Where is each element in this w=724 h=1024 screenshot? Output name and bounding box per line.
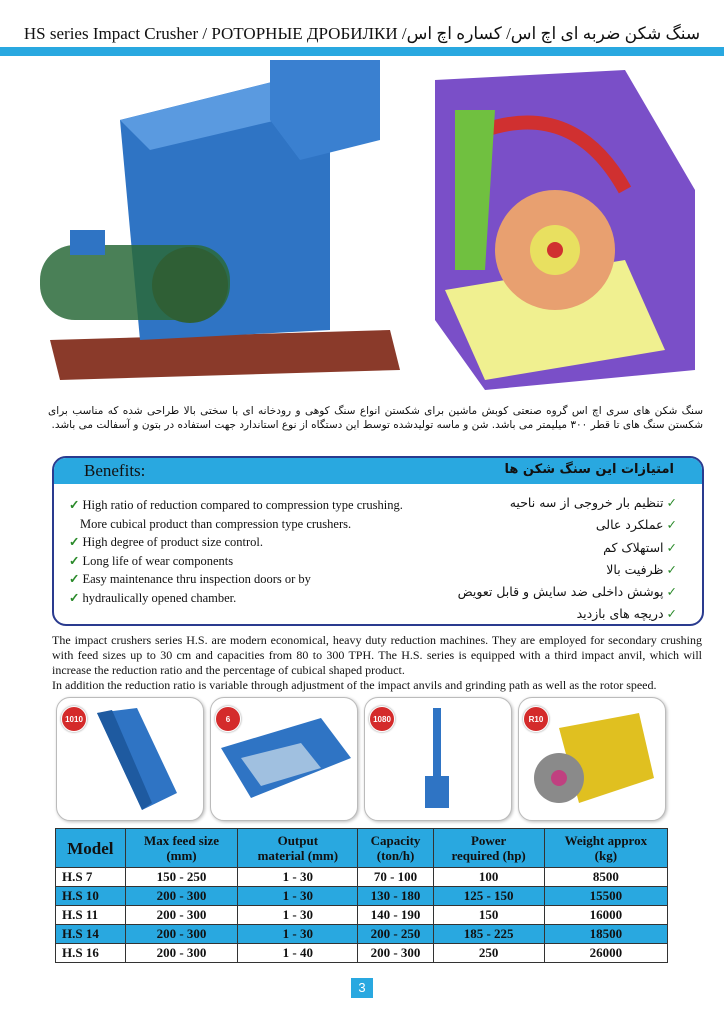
table-cell: 26000 <box>544 944 667 963</box>
table-cell: 8500 <box>544 868 667 887</box>
header-bar <box>0 47 724 56</box>
list-item: ✓ hydraulically opened chamber. <box>69 590 237 605</box>
part-card-frame <box>210 697 358 821</box>
list-item: ✓استهلاک کم <box>603 539 677 555</box>
column-header: Capacity (ton/h) <box>358 829 433 868</box>
table-cell: 200 - 300 <box>125 906 237 925</box>
list-item: ✓دریچه های بازدید <box>576 606 677 622</box>
description-en <box>52 633 702 693</box>
part-badge: R10 <box>523 706 549 732</box>
specifications-table <box>55 828 668 963</box>
paragraph: The impact crushers series H.S. are modern economical, heavy duty reduction machines. They are employed for secondary crushing with feed sizes up to 30 cm and capacities from 80 to 300 TPH. The H.S. series is equipped with a third impact anvil, which will increase the reduction ratio and the percentage of cubical shaped product. <box>52 633 702 677</box>
part-card-rotor <box>518 697 666 821</box>
table-cell: 1 - 40 <box>238 944 358 963</box>
table-cell: 18500 <box>544 925 667 944</box>
benefits-list-en <box>66 496 403 607</box>
table-cell: 140 - 190 <box>358 906 433 925</box>
table-cell: 125 - 150 <box>433 887 544 906</box>
table-row <box>56 944 668 963</box>
page-number: 3 <box>351 978 373 998</box>
list-item: ✓تنظیم بار خروجی از سه ناحیه <box>509 495 677 510</box>
benefits-list-fa <box>458 492 680 626</box>
column-header: Max feed size (mm) <box>125 829 237 868</box>
list-item: ✓عملکرد عالی <box>595 517 677 533</box>
table-cell: 1 - 30 <box>238 925 358 944</box>
table-cell: 250 <box>433 944 544 963</box>
table-cell: 1 - 30 <box>238 906 358 925</box>
crusher-cutaway-diagram <box>425 70 710 395</box>
list-item: ✓ Long life of wear components <box>69 553 234 568</box>
paragraph: In addition the reduction ratio is variable through adjustment of the impact anvils and grinding path as well as the rotor speed. <box>52 678 657 692</box>
table-cell: 200 - 300 <box>125 925 237 944</box>
part-card-blow-bar <box>56 697 204 821</box>
table-cell: H.S 11 <box>56 906 126 925</box>
list-item: ✓ High degree of product size control. <box>69 535 263 549</box>
check-icon: ✓ <box>69 498 80 512</box>
page-title: HS series Impact Crusher / РОТОРНЫЕ ДРОБИЛКИ /سنگ شکن ضربه ای اچ اس/ کساره اچ اس <box>23 24 701 43</box>
table-body <box>56 868 668 963</box>
benefits-box <box>52 456 704 626</box>
check-icon: ✓ <box>69 535 80 549</box>
table-row <box>56 868 668 887</box>
table-cell: 130 - 180 <box>358 887 433 906</box>
list-item: ✓ High ratio of reduction compared to compression type crushing. <box>69 498 403 512</box>
column-header: Power required (hp) <box>433 829 544 868</box>
part-badge: 1010 <box>61 706 87 732</box>
table-header-row <box>56 829 668 868</box>
impact-crusher-photo <box>30 60 415 395</box>
table-cell: 185 - 225 <box>433 925 544 944</box>
column-header: Model <box>56 829 126 868</box>
part-badge: 6 <box>215 706 241 732</box>
table-cell: 200 - 300 <box>125 944 237 963</box>
table-cell: 16000 <box>544 906 667 925</box>
table-row <box>56 925 668 944</box>
table-cell: 100 <box>433 868 544 887</box>
column-header: Weight approx (kg) <box>544 829 667 868</box>
table-row <box>56 906 668 925</box>
table-cell: H.S 10 <box>56 887 126 906</box>
part-card-bolt <box>364 697 512 821</box>
check-icon: ✓ <box>69 553 80 568</box>
list-item: ✓پوشش داخلی ضد سایش و قابل تعویض <box>457 584 677 600</box>
list-item: ✓ظرفیت بالا <box>606 561 677 577</box>
benefits-title-en: Benefits: <box>84 461 146 480</box>
benefits-header <box>54 458 702 484</box>
table-cell: 200 - 250 <box>358 925 433 944</box>
part-badge: 1080 <box>369 706 395 732</box>
benefits-title-fa: امتیازات این سنگ شکن ها <box>504 462 674 477</box>
table-cell: H.S 16 <box>56 944 126 963</box>
table-cell: H.S 14 <box>56 925 126 944</box>
table-row <box>56 887 668 906</box>
table-cell: 15500 <box>544 887 667 906</box>
table-cell: 1 - 30 <box>238 868 358 887</box>
table-cell: 70 - 100 <box>358 868 433 887</box>
column-header: Output material (mm) <box>238 829 358 868</box>
table-cell: 200 - 300 <box>125 887 237 906</box>
table-cell: 150 - 250 <box>125 868 237 887</box>
table-cell: 150 <box>433 906 544 925</box>
intro-text-persian: سنگ شکن های سری اچ اس گروه صنعتی کوبش ماشین برای شکستن انواع سنگ کوهی و رودخانه ای با سختی بالا طراحی شده که مناسب برای شکستن سنگ های تا قطر ۳۰۰ میلیمتر می باشد. شن و ماسه تولیدشده توسط این دستگاه از نوع استاندارد جهت استفاده در بتون و آسفالت می باشد. <box>48 405 703 431</box>
list-item: More cubical product than compression type crushers. <box>80 516 352 531</box>
table-cell: H.S 7 <box>56 868 126 887</box>
check-icon: ✓ <box>69 572 80 586</box>
list-item: ✓ Easy maintenance thru inspection doors or by <box>69 572 311 586</box>
table-cell: 1 - 30 <box>238 887 358 906</box>
table-cell: 200 - 300 <box>358 944 433 963</box>
check-icon: ✓ <box>69 590 80 605</box>
